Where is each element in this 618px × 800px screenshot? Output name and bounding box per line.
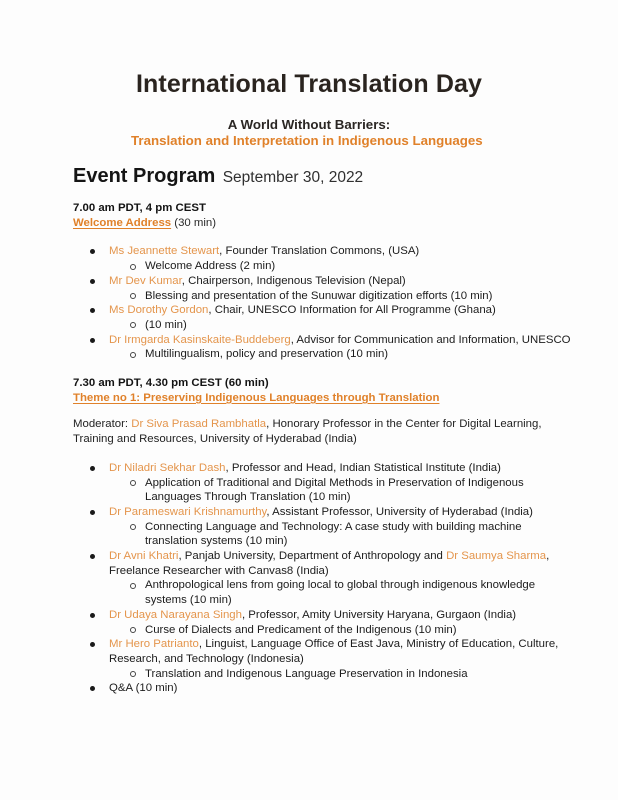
talk-title: Anthropological lens from going local to global through indigenous knowledge systems (10 min) [145, 579, 536, 607]
talk-item [109, 476, 573, 505]
speaker-name: Dr Avni Khatri [109, 550, 179, 563]
speaker-affiliation: , Assistant Professor, University of Hyderabad (India) [266, 505, 533, 518]
moderator-line [73, 417, 573, 446]
bullet-icon [90, 466, 95, 471]
speaker-item [73, 244, 573, 273]
session-theme-1 [73, 376, 573, 696]
speaker-affiliation: , Panjab University, Department of Anthropology and [178, 550, 447, 563]
speaker-affiliation: , Linguist, Language Office of East Java, Ministry of Education, Culture, Research, and Technology (Indonesia) [109, 638, 559, 665]
talk-list [109, 259, 573, 274]
speaker-name: Ms Jeannette Stewart [109, 245, 220, 258]
talk-list [109, 347, 573, 362]
speaker-affiliation: , Chair, UNESCO Information for All Programme (Ghana) [208, 304, 496, 317]
talk-list [109, 578, 573, 607]
talk-list [109, 667, 573, 682]
circle-bullet-icon [130, 322, 136, 328]
talk-item [109, 578, 573, 607]
talk-item [109, 520, 573, 549]
theme-1-link[interactable]: Theme no 1: Preserving Indigenous Languages through Translation [73, 391, 440, 404]
talk-item [109, 259, 573, 274]
page-title: International Translation Day [135, 70, 483, 98]
circle-bullet-icon [130, 352, 136, 358]
speaker-name-2: Dr Saumya Sharma [446, 550, 547, 563]
speaker-list [73, 461, 573, 696]
talk-list [109, 520, 573, 549]
talk-list [109, 318, 573, 333]
bullet-icon [90, 308, 95, 313]
speaker-name: Dr Irmgarda Kasinskaite-Buddeberg [109, 333, 291, 346]
bullet-icon [90, 686, 95, 691]
program-heading [73, 165, 363, 188]
talk-list [109, 476, 573, 505]
circle-bullet-icon [130, 264, 136, 270]
speaker-affiliation: , Chairperson, Indigenous Television (Nepal) [181, 274, 406, 287]
circle-bullet-icon [130, 524, 136, 530]
circle-bullet-icon [130, 627, 136, 633]
speaker-item [73, 608, 573, 637]
speaker-item [73, 303, 573, 332]
welcome-address-link[interactable]: Welcome Address [73, 216, 172, 229]
moderator-label: Moderator: [73, 418, 132, 431]
session-welcome [73, 201, 573, 362]
speaker-affiliation: , Professor, Amity University Haryana, Gurgaon (India) [241, 608, 517, 621]
talk-title: Welcome Address (2 min) [145, 260, 276, 273]
program-heading-label: Event Program [73, 165, 216, 187]
moderator-affiliation: , Honorary Professor in the Center for Digital Learning, Training and Resources, University of Hyderabad (India) [73, 418, 542, 446]
subtitle-line-2: Translation and Interpretation in Indigenous Languages [131, 133, 483, 148]
circle-bullet-icon [130, 480, 136, 486]
talk-title: Multilingualism, policy and preservation (10 min) [145, 348, 389, 361]
bullet-icon [90, 510, 95, 515]
bullet-icon [90, 642, 95, 647]
talk-title: Translation and Indigenous Language Preservation in Indonesia [145, 667, 468, 680]
session-time: 7.00 am PDT, 4 pm CEST [73, 202, 206, 214]
talk-title: Blessing and presentation of the Sunuwar digitization efforts (10 min) [145, 289, 493, 302]
talk-title: Curse of Dialects and Predicament of the Indigenous (10 min) [145, 623, 457, 636]
program-content [73, 201, 573, 696]
speaker-item [73, 333, 573, 362]
talk-item [109, 318, 573, 333]
session-duration: (30 min) [171, 216, 217, 229]
speaker-name: Mr Hero Patrianto [109, 638, 199, 651]
speaker-affiliation: , Advisor for Communication and Information, UNESCO [290, 333, 571, 346]
session-time: 7.30 am PDT, 4.30 pm CEST (60 min) [73, 377, 269, 390]
speaker-name: Dr Parameswari Krishnamurthy [109, 505, 267, 518]
speaker-affiliation-2: , Freelance Researcher with Canvas8 (India) [109, 550, 550, 577]
speaker-item [73, 637, 573, 681]
speaker-list [73, 244, 573, 362]
talk-item [109, 347, 573, 362]
bullet-icon [90, 338, 95, 343]
speaker-item [73, 505, 573, 549]
bullet-icon [90, 249, 95, 254]
talk-list [109, 289, 573, 304]
talk-title: (10 min) [145, 318, 187, 331]
talk-item [109, 667, 573, 682]
program-date: September 30, 2022 [222, 169, 364, 186]
speaker-item [73, 549, 573, 608]
bullet-icon [90, 554, 95, 559]
talk-item [109, 623, 573, 638]
speaker-name: Ms Dorothy Gordon [109, 304, 209, 317]
talk-title: Connecting Language and Technology: A case study with building machine translation systems (10 min) [145, 520, 522, 548]
speaker-name: Dr Udaya Narayana Singh [109, 608, 242, 621]
circle-bullet-icon [130, 293, 136, 299]
qa-item [73, 681, 573, 696]
talk-list [109, 623, 573, 638]
bullet-icon [90, 613, 95, 618]
circle-bullet-icon [130, 671, 136, 677]
subtitle-line-1: A World Without Barriers: [227, 117, 391, 132]
qa-label: Q&A (10 min) [109, 682, 178, 695]
moderator-name: Dr Siva Prasad Rambhatla [131, 418, 267, 431]
session-title [73, 391, 573, 406]
circle-bullet-icon [130, 583, 136, 589]
talk-title: Application of Traditional and Digital Methods in Preservation of Indigenous Languages Through Translation (10 min) [145, 476, 524, 504]
speaker-affiliation: , Professor and Head, Indian Statistical Institute (India) [225, 461, 501, 474]
bullet-icon [90, 279, 95, 284]
talk-item [109, 289, 573, 304]
speaker-item [73, 274, 573, 303]
speaker-item [73, 461, 573, 505]
session-title [73, 216, 573, 231]
speaker-name: Mr Dev Kumar [109, 274, 182, 287]
speaker-affiliation: , Founder Translation Commons, (USA) [219, 245, 420, 258]
speaker-name: Dr Niladri Sekhar Dash [109, 461, 226, 474]
